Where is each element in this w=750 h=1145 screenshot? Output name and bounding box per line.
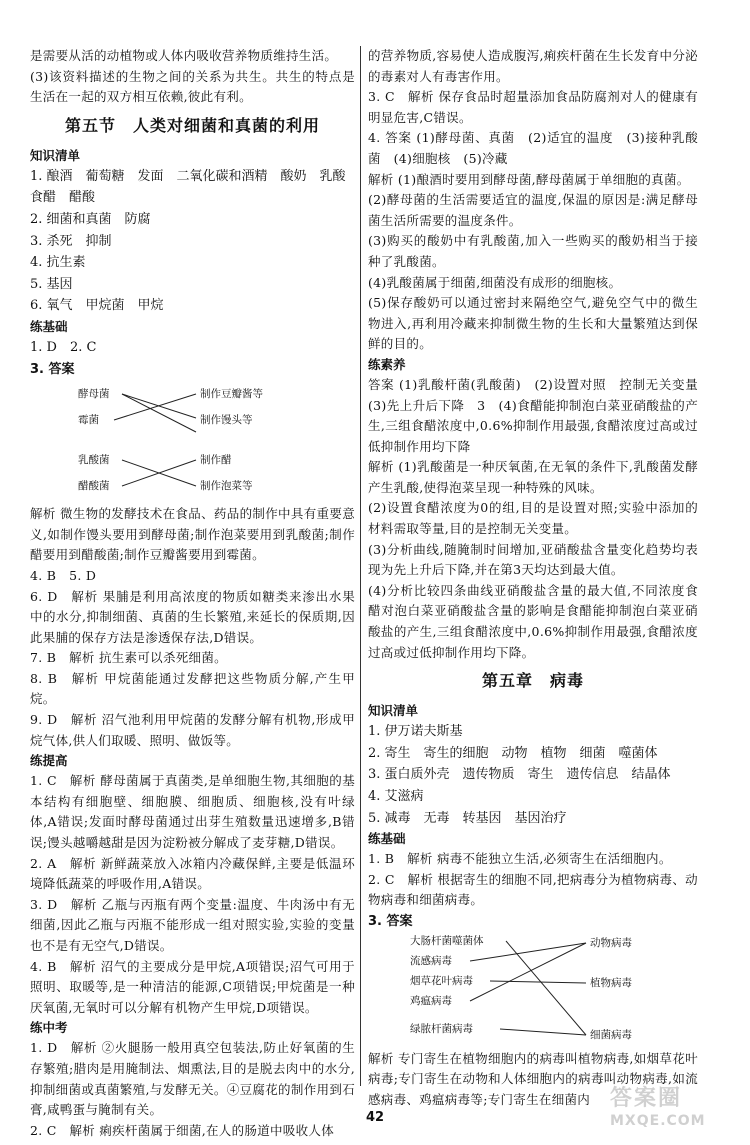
section-title: 第五节 人类对细菌和真菌的利用	[64, 115, 320, 135]
match-left-item: 鸡瘟病毒	[410, 994, 452, 1007]
match-right-item: 动物病毒	[590, 936, 632, 949]
watermark-line: 答案圈	[610, 1086, 683, 1111]
knowledge-item: 6. 氧气 甲烷菌 甲烷	[30, 298, 164, 314]
paragraph: (4)分析比较四条曲线亚硝酸盐含量的最大值,不同浓度食醋对泡白菜亚硝酸盐含量的影响是食醋能抑制泡白菜亚硝酸盐的产生,三组食醋浓度中,0.6%抑制作用最强,食醋浓度过高或过低抑制作用均下降。	[368, 582, 698, 660]
paragraph: (4)乳酸菌属于细菌,细菌没有成形的细胞核。	[368, 274, 622, 290]
paragraph: 4. 答案 (1)酵母菌、真菌 (2)适宜的温度 (3)接种乳酸菌 (4)细胞核 (5)冷藏	[368, 130, 698, 166]
heading-exam: 练中考	[30, 1020, 68, 1036]
paragraph: 8. B 解析 甲烷菌能通过发酵把这些物质分解,产生甲烷。	[30, 670, 355, 707]
heading-knowledge: 知识清单	[30, 147, 81, 163]
match-right-item: 制作馒头等	[200, 414, 253, 427]
paragraph: 是需要从活的动植物或人体内吸收营养物质维持生活。	[30, 48, 338, 63]
matching-diagram-fermentation	[70, 382, 320, 498]
paragraph: (3)分析曲线,随腌制时间增加,亚硝酸盐含量变化趋势均表现为先上升后下降,并在第3天均达到最大值。	[368, 541, 698, 578]
left-column	[30, 46, 359, 1141]
matching-diagram-virus	[408, 935, 678, 1043]
answer-label: 3. 答案	[30, 361, 75, 377]
match-left-item: 酵母菌	[78, 388, 110, 401]
match-left-item: 绿脓杆菌病毒	[410, 1022, 473, 1035]
heading-basic: 练基础	[30, 318, 68, 334]
match-left-item: 大肠杆菌噬菌体	[410, 934, 484, 947]
paragraph: 3. D 解析 乙瓶与丙瓶有两个变量:温度、牛肉汤中有无细菌,因此乙瓶与丙瓶不能形成一组对照实验,实验的变量也不是有无空气,D错误。	[30, 896, 355, 953]
answer-label: 3. 答案	[368, 913, 413, 929]
answer-line: 1. D 2. C	[30, 339, 97, 355]
watermark-line: MXQE.COM	[610, 1113, 706, 1129]
column-divider	[360, 46, 361, 1086]
knowledge-item: 3. 杀死 抑制	[30, 233, 112, 249]
paragraph: 2. A 解析 新鲜蔬菜放入冰箱内冷藏保鲜,主要是低温环境降低蔬菜的呼吸作用,A错误。	[30, 855, 355, 892]
page-number: 42	[365, 1110, 385, 1125]
paragraph: 7. B 解析 抗生素可以杀死细菌。	[30, 650, 227, 666]
match-right-item: 制作豆瓣酱等	[200, 388, 263, 401]
match-left-item: 烟草花叶病毒	[410, 974, 473, 987]
paragraph: 6. D 解析 果脯是利用高浓度的物质如糖类来渗出水果中的水分,抑制细菌、真菌的生长繁殖,来延长的保质期,因此果脯的保存方法是渗透保存法,D错误。	[30, 588, 355, 645]
paragraph: 解析 (1)乳酸菌是一种厌氧菌,在无氧的条件下,乳酸菌发酵产生乳酸,使得泡菜呈现一种特殊的风味。	[368, 459, 698, 495]
heading-knowledge: 知识清单	[368, 703, 419, 719]
paragraph: 1. D 解析 ②火腿肠一般用真空包装法,防止好氧菌的生存繁殖;腊肉是用腌制法、烟熏法,目的是脱去肉中的水分,抑制细菌或真菌繁殖,与发酵无关。④豆腐花的制作用到石膏,咸鸭蛋与腌制有关。	[30, 1040, 355, 1118]
match-right-item: 细菌病毒	[590, 1028, 632, 1041]
knowledge-item: 4. 艾滋病	[368, 789, 424, 804]
watermark-logo	[610, 1086, 740, 1142]
paragraph: 解析 专门寄生在植物细胞内的病毒叫植物病毒,如烟草花叶病毒;专门寄生在动物和人体细胞内的病毒叫动物病毒,如流感病毒、鸡瘟病毒等;专门寄生在细菌内	[368, 1050, 698, 1107]
paragraph: (3)该资料描述的生物之间的关系为共生。共生的特点是生活在一起的双方相互依赖,彼此有利。	[30, 68, 355, 105]
heading-basic: 练基础	[368, 831, 406, 847]
paragraph: 9. D 解析 沼气池利用甲烷菌的发酵分解有机物,形成甲烷气体,供人们取暖、照明、做饭等。	[30, 712, 355, 748]
match-right-item: 植物病毒	[590, 976, 632, 989]
paragraph: (2)酵母菌的生活需要适宜的温度,保温的原因是:满足酵母菌生活所需要的温度条件。	[368, 192, 698, 228]
knowledge-item: 2. 寄生 寄生的细胞 动物 植物 细菌 噬菌体	[368, 745, 658, 761]
paragraph: 3. C 解析 保存食品时超量添加食品防腐剂对人的健康有明显危害,C错误。	[368, 89, 698, 125]
paragraph: 1. B 解析 病毒不能独立生活,必须寄生在活细胞内。	[368, 851, 672, 867]
right-column	[368, 46, 711, 1110]
knowledge-item: 1. 酿酒 葡萄糖 发面 二氧化碳和酒精 酸奶 乳酸 食醋 醋酸	[30, 168, 359, 206]
knowledge-item: 5. 减毒 无毒 转基因 基因治疗	[368, 810, 567, 826]
match-right-item: 制作醋	[200, 454, 232, 467]
paragraph: 解析 (1)酿酒时要用到酵母菌,酵母菌属于单细胞的真菌。	[368, 171, 690, 187]
paragraph: (3)购买的酸奶中有乳酸菌,加入一些购买的酸奶相当于接种了乳酸菌。	[368, 233, 698, 269]
chapter-title: 第五章 病毒	[481, 671, 584, 691]
match-left-item: 流感病毒	[410, 954, 452, 967]
heading-quality: 练素养	[368, 356, 406, 372]
paragraph: (2)设置食醋浓度为0的组,目的是设置对照;实验中添加的材料需取等量,目的是控制无关变量。	[368, 500, 698, 537]
knowledge-item: 4. 抗生素	[30, 255, 86, 271]
paragraph: (5)保存酸奶可以通过密封来隔绝空气,避免空气中的微生物进入,再利用冷藏来抑制微生物的生长和大量繁殖达到保鲜的目的。	[368, 295, 698, 352]
match-left-item: 醋酸菌	[78, 480, 110, 493]
heading-improve: 练提高	[30, 753, 68, 769]
paragraph: 2. C 解析 根据寄生的细胞不同,把病毒分为植物病毒、动物病毒和细菌病毒。	[368, 871, 698, 908]
match-left-item: 乳酸菌	[78, 454, 110, 467]
knowledge-item: 2. 细菌和真菌 防腐	[30, 211, 151, 227]
match-right-item: 制作泡菜等	[200, 480, 253, 493]
paragraph: 1. C 解析 酵母菌属于真菌类,是单细胞生物,其细胞的基本结构有细胞壁、细胞膜、细胞质、细胞核,没有叶绿体,A错误;发面时酵母菌通过出芽生殖数量迅速增多,B错误;馒头越嚼越甜是因为淀粉被分解成了麦芽糖,D错误。	[30, 773, 355, 851]
paragraph: 的营养物质,容易使人造成腹泻,痢疾杆菌在生长发育中分泌的毒素对人有毒害作用。	[368, 48, 698, 84]
paragraph: 答案 (1)乳酸杆菌(乳酸菌) (2)设置对照 控制无关变量 (3)先上升后下降 3 (4)食醋能抑制泡白菜亚硝酸盐的产生,三组食醋浓度中,0.6%抑制作用最强,食醋浓度过高或过低抑制作用均下降	[368, 376, 711, 454]
knowledge-item: 3. 蛋白质外壳 遗传物质 寄生 遗传信息 结晶体	[368, 767, 671, 783]
paragraph: 4. B 解析 沼气的主要成分是甲烷,A项错误;沼气可用于照明、取暖等,是一种清洁的能源,C项错误;甲烷菌是一种厌氧菌,无氧时可以分解有机物产生甲烷,D项错误。	[30, 958, 355, 1015]
knowledge-item: 5. 基因	[30, 276, 73, 292]
answer-line: 4. B 5. D	[30, 567, 97, 583]
paragraph: 2. C 解析 痢疾杆菌属于细菌,在人的肠道中吸收人体	[30, 1122, 335, 1138]
knowledge-item: 1. 伊万诺夫斯基	[368, 724, 463, 740]
match-left-item: 霉菌	[78, 414, 99, 427]
paragraph: 解析 微生物的发酵技术在食品、药品的制作中具有重要意义,如制作馒头要用到酵母菌;制作泡菜要用到乳酸菌;制作醋要用到醋酸菌;制作豆瓣酱要用到霉菌。	[30, 506, 355, 563]
